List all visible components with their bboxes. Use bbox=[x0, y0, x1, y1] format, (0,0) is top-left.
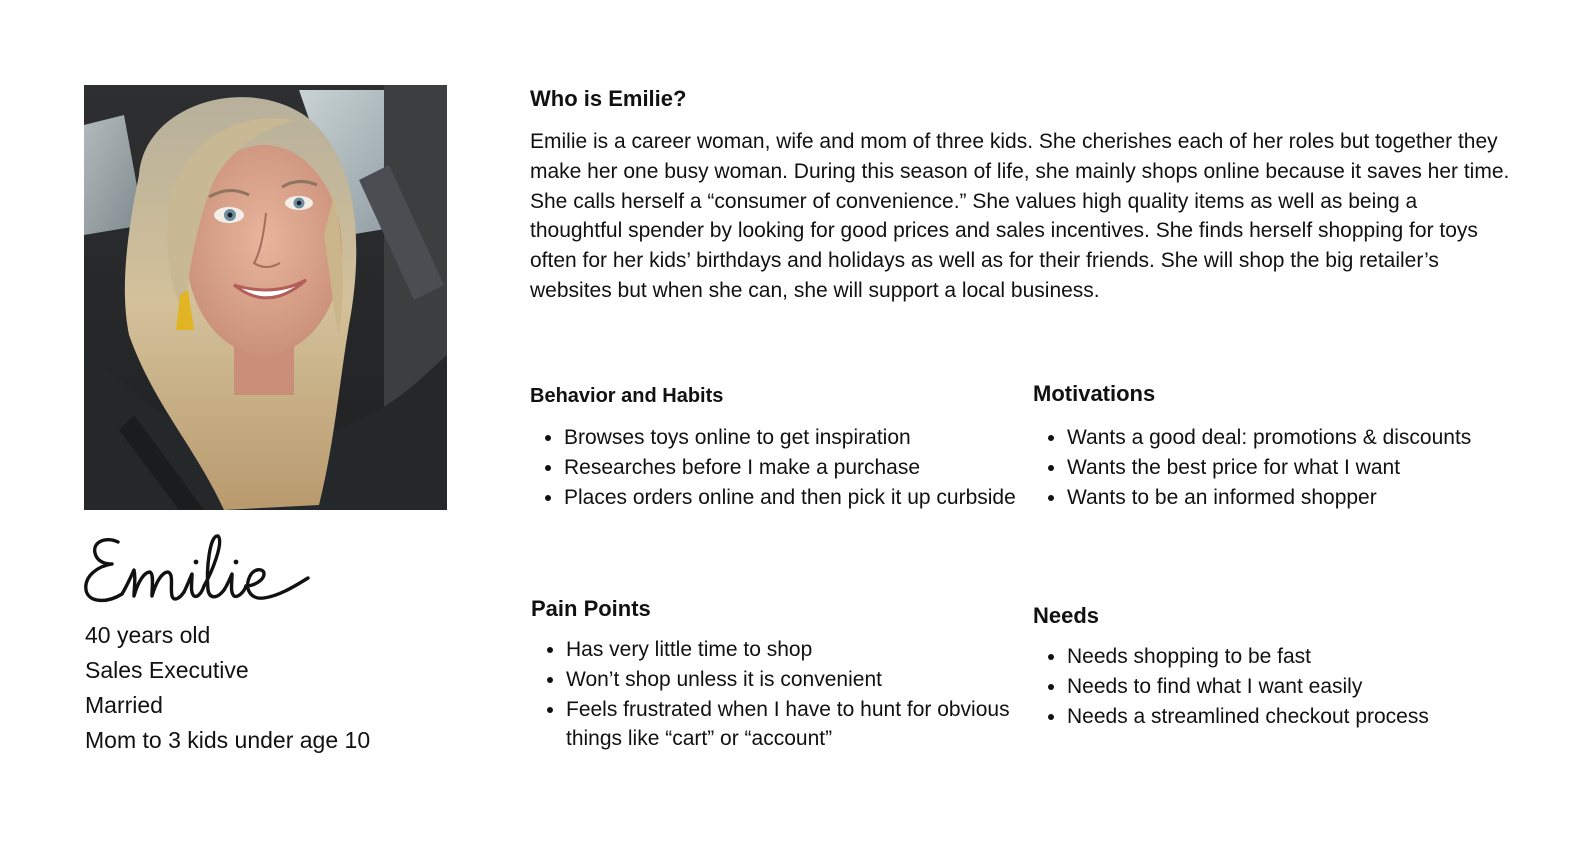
pain-point-item: • Has very little time to shop bbox=[566, 635, 1026, 665]
needs-list bbox=[1033, 642, 1582, 731]
motivation-item: • Wants to be an informed shopper bbox=[1067, 483, 1582, 513]
demographics-list bbox=[85, 618, 370, 758]
pain-points-heading: Pain Points bbox=[531, 596, 651, 621]
motivations-list bbox=[1033, 423, 1582, 512]
demographic-age: 40 years old bbox=[85, 622, 211, 648]
need-item: • Needs a streamlined checkout process bbox=[1067, 702, 1582, 732]
motivation-item: • Wants the best price for what I want bbox=[1067, 453, 1582, 483]
who-heading: Who is Emilie? bbox=[530, 86, 687, 111]
need-item: • Needs shopping to be fast bbox=[1067, 642, 1582, 672]
demographic-occupation: Sales Executive bbox=[85, 657, 249, 683]
behavior-item: • Browses toys online to get inspiration bbox=[564, 423, 1024, 453]
demographic-marital-status: Married bbox=[85, 692, 163, 718]
motivations-heading: Motivations bbox=[1033, 381, 1156, 406]
pain-point-item: • Won’t shop unless it is convenient bbox=[566, 665, 1026, 695]
behavior-item: • Researches before I make a purchase bbox=[564, 453, 1024, 483]
need-item: • Needs to find what I want easily bbox=[1067, 672, 1582, 702]
motivation-item: • Wants a good deal: promotions & discounts bbox=[1067, 423, 1582, 453]
pain-points-list bbox=[532, 635, 1026, 754]
demographic-family: Mom to 3 kids under age 10 bbox=[85, 727, 371, 753]
needs-heading: Needs bbox=[1033, 603, 1100, 628]
behavior-heading: Behavior and Habits bbox=[530, 385, 724, 407]
pain-point-item: • Feels frustrated when I have to hunt for obvious things like “cart” or “account” bbox=[566, 695, 1026, 755]
persona-photo bbox=[84, 85, 447, 510]
signature bbox=[78, 528, 338, 612]
who-description: Emilie is a career woman, wife and mom of three kids. She cherishes each of her roles but together they make her one busy woman. During this season of life, she mainly shops online because it saves her time. She calls herself a “consumer of convenience.” She values high quality items as well as being a thoughtful spender by looking for good prices and sales incentives. She finds herself shopping for toys often for her kids’ birthdays and holidays as well as for their friends. She will shop the big retailer’s websites but when she can, she will support a local business. bbox=[530, 130, 1510, 302]
behavior-list bbox=[530, 423, 1024, 512]
behavior-item: • Places orders online and then pick it up curbside bbox=[564, 483, 1024, 513]
